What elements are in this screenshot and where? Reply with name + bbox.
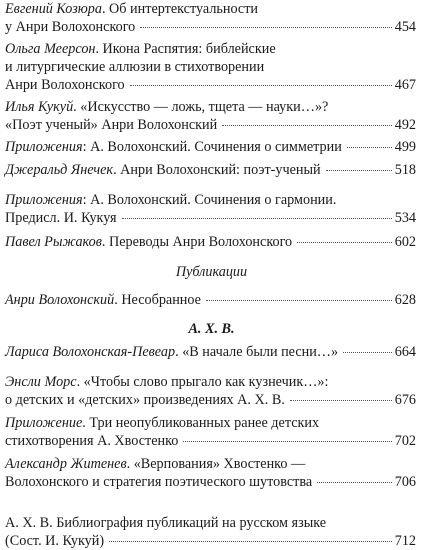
dot-leader — [122, 218, 392, 219]
toc-title: Об интертекстуальности — [109, 1, 259, 17]
dot-leader — [109, 541, 392, 542]
toc-entry-text — [5, 343, 338, 361]
toc-author: Приложения — [5, 192, 83, 208]
toc-author-separator: . — [82, 415, 86, 431]
toc-entry — [5, 191, 416, 227]
toc-entry-line — [5, 514, 416, 532]
toc-title: (Сост. И. Кукуй) — [5, 533, 105, 549]
toc-entry — [5, 98, 416, 134]
toc-author: Илья Кукуй — [5, 99, 74, 115]
toc-page-number: 702 — [394, 433, 416, 449]
toc-author: Джеральд Янечек — [5, 162, 114, 178]
toc-author: Приложение — [5, 415, 83, 431]
toc-entry-line — [5, 138, 416, 156]
toc-title: Икона Распятия: библейские — [102, 41, 276, 57]
toc-entry — [5, 414, 416, 450]
toc-author-separator: : — [82, 139, 87, 155]
toc-entry — [5, 291, 416, 309]
toc-title: «Поэт ученый» Анри Волохонский — [5, 117, 218, 133]
toc-page-number: 602 — [394, 234, 416, 250]
dot-leader — [130, 85, 392, 86]
toc-entry-text — [5, 209, 117, 227]
toc-entry — [5, 161, 416, 179]
toc-entry-text — [5, 116, 217, 134]
toc-page-number: 467 — [394, 77, 416, 93]
toc-entry-line — [5, 373, 416, 391]
toc-entry-line — [5, 18, 416, 36]
toc-author-separator: . — [126, 456, 131, 472]
toc-author-separator: . — [95, 41, 99, 57]
toc-author-separator: . — [76, 374, 81, 390]
toc-title: стихотворения А. Хвостенко — [5, 433, 179, 449]
toc-entry — [5, 455, 416, 491]
toc-entry-line — [5, 291, 416, 309]
dot-leader — [297, 242, 392, 243]
toc-title: Волохонского и стратегия поэтического шутовства — [5, 474, 313, 490]
toc-author-separator: : — [82, 192, 87, 208]
toc-entry-text — [5, 532, 104, 550]
dot-leader — [206, 300, 392, 301]
toc-page-number: 518 — [394, 162, 416, 178]
toc-entry-text — [5, 473, 312, 491]
toc-entry-line — [5, 40, 416, 58]
toc-entry-line — [5, 209, 416, 227]
toc-page-number: 454 — [394, 19, 416, 35]
dot-leader — [326, 170, 392, 171]
toc-entry-text — [5, 161, 321, 179]
toc-entry-line — [5, 343, 416, 361]
toc-author-separator: . — [113, 162, 117, 178]
toc-entry-line — [5, 414, 416, 432]
toc-entry-text — [5, 191, 336, 209]
toc-entry — [5, 233, 416, 251]
dot-leader — [347, 147, 392, 148]
toc-author: Александр Житенев — [5, 456, 127, 472]
toc-entry-text — [5, 58, 264, 76]
toc-author: Анри Волохонский — [5, 292, 115, 308]
toc-page-number: 628 — [394, 292, 416, 308]
toc-author-separator: . — [73, 99, 77, 115]
toc-author-separator: . — [114, 292, 118, 308]
toc-entry-text — [5, 391, 285, 409]
toc-entry-text — [5, 455, 305, 473]
toc-author-separator: . — [101, 234, 106, 250]
toc-entry-line — [5, 0, 416, 18]
toc-author: Ольга Меерсон — [5, 41, 96, 57]
toc-title: А. Волохонский. Сочинения о гармонии. — [90, 192, 337, 208]
toc-entry — [5, 343, 416, 361]
section-heading-publications: Публикации — [175, 264, 248, 280]
toc-entry-line — [5, 116, 416, 134]
toc-page-number: 706 — [394, 474, 416, 490]
toc-entry-text — [5, 514, 326, 532]
toc-entry — [5, 514, 416, 550]
toc-entry-line — [5, 532, 416, 550]
toc-title: у Анри Волохонского — [5, 19, 136, 35]
toc-entry-line — [5, 233, 416, 251]
toc-title: Анри Волохонского — [5, 77, 125, 93]
toc-author: Приложения — [5, 139, 83, 155]
toc-entry-line — [5, 473, 416, 491]
toc-title: А. Х. В. Библиография публикаций на русском языке — [5, 515, 327, 531]
dot-leader — [222, 125, 392, 126]
toc-entry — [5, 40, 416, 94]
toc-title: о детских и «детских» произведениях А. Х. В. — [5, 392, 285, 408]
toc-entry — [5, 373, 416, 409]
toc-entry-text — [5, 76, 125, 94]
toc-entry-text — [5, 373, 328, 391]
toc-page-number: 499 — [394, 139, 416, 155]
section-heading-ahv: А. Х. В. — [188, 321, 235, 337]
toc-entry-text — [5, 414, 319, 432]
toc-entry-text — [5, 40, 276, 58]
dot-leader — [343, 352, 392, 353]
toc-entry-line — [5, 98, 416, 116]
toc-title: «Чтобы слово прыгало как кузнечик…»: — [83, 374, 329, 390]
toc-title: Несобранное — [121, 292, 201, 308]
toc-entry-line — [5, 161, 416, 179]
toc-page-number: 712 — [394, 533, 416, 549]
toc-entry — [5, 138, 416, 156]
toc-title: и литургические аллюзии в стихотворении — [5, 59, 265, 75]
toc-author: Павел Рыжаков — [5, 234, 102, 250]
dot-leader — [140, 27, 391, 28]
toc-author-separator: . — [175, 344, 179, 360]
dot-leader — [290, 400, 392, 401]
toc-entry-text — [5, 233, 292, 251]
toc-title: Предисл. И. Кукуя — [5, 210, 117, 226]
toc-author: Энсли Морс — [5, 374, 77, 390]
toc-entry-line — [5, 455, 416, 473]
toc-entry-text — [5, 432, 178, 450]
toc-author: Евгений Козюра — [5, 1, 102, 17]
toc-entry-text — [5, 291, 201, 309]
toc-entry-line — [5, 391, 416, 409]
toc-entry-text — [5, 98, 328, 116]
toc-title: Три неопубликованных ранее детских — [89, 415, 320, 431]
toc-page-number: 492 — [394, 117, 416, 133]
dot-leader — [183, 441, 391, 442]
toc-page-number: 676 — [394, 392, 416, 408]
toc-author-separator: . — [101, 1, 106, 17]
toc-entry-line — [5, 58, 416, 76]
toc-page-number: 534 — [394, 210, 416, 226]
toc-entry-line — [5, 432, 416, 450]
toc-entry-text — [5, 0, 258, 18]
toc-entry-text — [5, 138, 342, 156]
toc-entry — [5, 0, 416, 36]
toc-title: «Верпования» Хвостенко — — [133, 456, 306, 472]
toc-page-number: 664 — [394, 344, 416, 360]
toc-title: «В начале были песни…» — [182, 344, 339, 360]
toc-title: «Искусство — ложь, тщета — науки…»? — [80, 99, 329, 115]
toc-entry-line — [5, 76, 416, 94]
toc-title: Анри Волохонский: поэт-ученый — [120, 162, 321, 178]
toc-title: Переводы Анри Волохонского — [109, 234, 293, 250]
dot-leader — [317, 482, 392, 483]
toc-title: А. Волохонский. Сочинения о симметрии — [90, 139, 342, 155]
toc-author: Лариса Волохонская-Певеар — [5, 344, 176, 360]
toc-entry-line — [5, 191, 416, 209]
toc-entry-text — [5, 18, 135, 36]
